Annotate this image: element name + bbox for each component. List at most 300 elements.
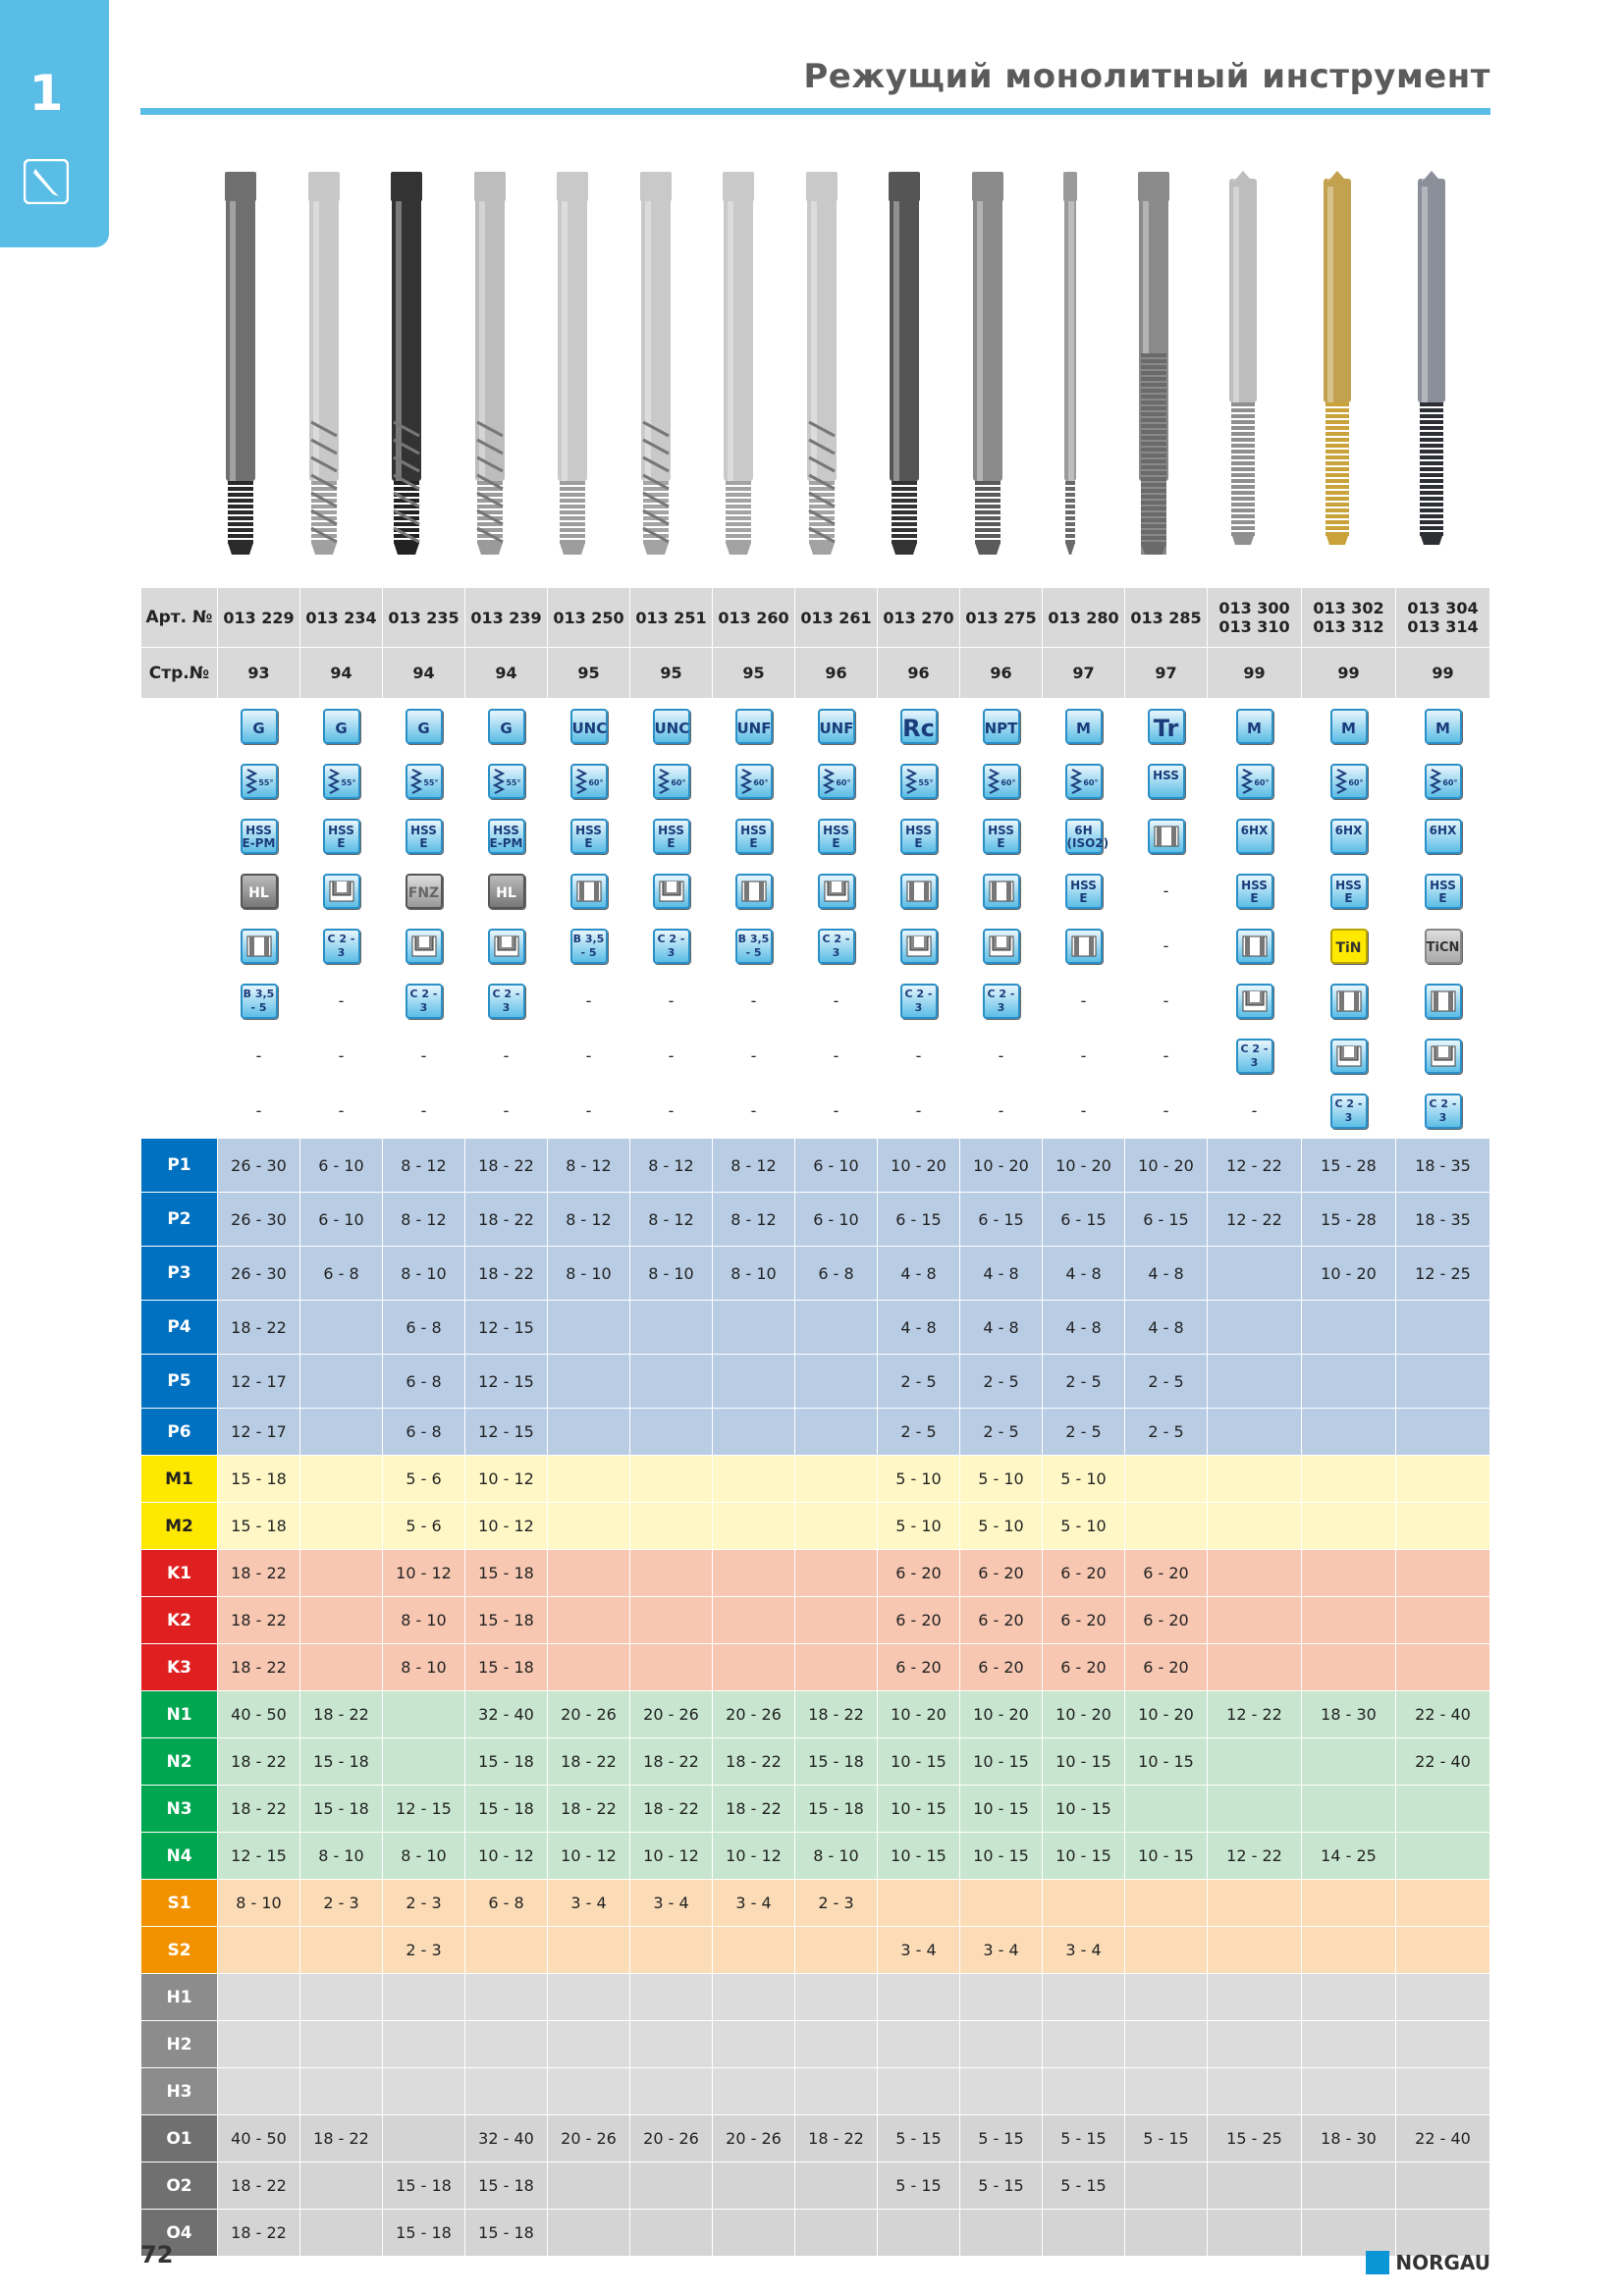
spec-icon-cell [465,809,548,864]
cutting-speed-cell: 18 - 30 [1302,2115,1396,2163]
article-number-cell [548,588,630,648]
material-code: K3 [141,1644,218,1691]
cutting-speed-cell: 18 - 22 [218,1738,300,1786]
cutting-speed-cell [1043,1880,1125,1927]
cutting-speed-cell [1125,1456,1208,1503]
article-number-cell [878,588,960,648]
thread-profile-icon [653,764,690,799]
none-dash: - [668,991,675,1010]
cutting-speed-cell [383,1738,465,1786]
cutting-speed-cell: 32 - 40 [465,2115,548,2163]
cutting-speed-cell [300,2068,383,2115]
cutting-speed-cell: 12 - 17 [218,1409,300,1456]
thread-type-icon: UNC [653,709,690,744]
tap-photo [723,172,754,555]
tap-photo [391,172,422,555]
angle-label: 60° [836,777,851,787]
article-number-cell [630,588,713,648]
none-dash: - [1080,1046,1087,1065]
coating-icon: HL [241,874,278,909]
material-code: N3 [141,1786,218,1833]
cutting-speed-cell: 3 - 4 [1043,1927,1125,1974]
cutting-speed-cell: 20 - 26 [548,2115,630,2163]
cutting-speed-cell: 15 - 25 [1208,2115,1302,2163]
cutting-speed-cell: 8 - 12 [630,1139,713,1193]
spec-icon-row [141,864,1490,919]
spec-icon-cell [383,974,465,1029]
spec-icon-cell [960,754,1043,809]
article-number-cell [1043,588,1125,648]
empty-label-cell [141,919,218,974]
material-row [141,1927,1490,1974]
tap-photo [972,172,1003,555]
article-number-cell [1208,588,1302,648]
cutting-speed-cell [1302,1550,1396,1597]
article-row [141,588,1490,648]
cutting-speed-cell [630,2163,713,2210]
spec-icon-cell [878,974,960,1029]
cutting-speed-cell [1396,1456,1490,1503]
cutting-speed-cell: 5 - 10 [960,1456,1043,1503]
spec-icon-cell [465,1029,548,1084]
cutting-speed-cell [630,1550,713,1597]
cutting-speed-cell [300,2163,383,2210]
thread-profile-icon [1330,764,1368,799]
none-dash: - [1163,1101,1169,1120]
none-dash: - [255,1046,262,1065]
none-dash: - [668,1101,675,1120]
cutting-speed-cell [1302,1644,1396,1691]
material-code: N2 [141,1738,218,1786]
cutting-speed-cell [1396,1927,1490,1974]
cutting-speed-cell: 40 - 50 [218,2115,300,2163]
cutting-speed-cell [300,2210,383,2257]
spec-icon-cell [713,974,795,1029]
empty-label-cell [141,809,218,864]
none-dash: - [1163,936,1169,955]
article-number-alt: 013 310 [1218,617,1290,636]
cutting-speed-cell: 3 - 4 [630,1880,713,1927]
none-dash: - [1251,1101,1258,1120]
through-hole-icon [735,874,773,909]
chamfer-icon: B 3,5 - 5 [735,929,773,964]
spec-icon-row [141,754,1490,809]
article-number: 013 304 [1407,599,1479,617]
cutting-speed-cell [1302,1503,1396,1550]
cutting-speed-cell [713,2163,795,2210]
cutting-speed-cell: 15 - 18 [465,2163,548,2210]
coating-icon: TiN [1330,929,1368,964]
material-code: S2 [141,1927,218,1974]
material-row [141,2021,1490,2068]
cutting-speed-cell: 18 - 22 [300,2115,383,2163]
chamfer-icon: B 3,5 - 5 [241,984,278,1019]
tap-photo [225,172,256,555]
cutting-speed-cell: 2 - 5 [878,1355,960,1409]
material-icon: HSS E [900,819,938,854]
through-hole-icon [241,929,278,964]
material-code: P1 [141,1139,218,1193]
none-dash: - [420,1101,427,1120]
cutting-speed-cell [1208,1786,1302,1833]
cutting-speed-cell: 8 - 12 [383,1193,465,1247]
material-row [141,1880,1490,1927]
material-icon: HSS E [818,819,855,854]
cutting-speed-cell [548,1409,630,1456]
thread-profile-icon [983,764,1020,799]
spec-icon-cell [1043,754,1125,809]
spec-icon-cell [960,864,1043,919]
cutting-speed-cell [713,1503,795,1550]
material-row [141,1247,1490,1301]
cutting-speed-cell [1396,1974,1490,2021]
cutting-speed-cell [1125,2068,1208,2115]
article-number: 013 234 [305,608,377,627]
angle-label: 60° [1442,777,1458,787]
none-dash: - [833,1046,839,1065]
spec-icon-cell [1396,699,1490,754]
catalog-page-cell: 97 [1125,648,1208,699]
none-dash: - [585,991,592,1010]
cutting-speed-cell: 22 - 40 [1396,1738,1490,1786]
cutting-speed-cell: 12 - 22 [1208,1139,1302,1193]
cutting-speed-cell [713,2021,795,2068]
through-hole-icon [1236,929,1273,964]
spec-icon-cell [960,974,1043,1029]
cutting-speed-cell [1043,2210,1125,2257]
spec-icon-cell [1043,864,1125,919]
cutting-speed-cell: 10 - 15 [878,1786,960,1833]
material-code: P6 [141,1409,218,1456]
cutting-speed-cell [1208,2068,1302,2115]
article-number-cell [795,588,878,648]
cutting-speed-cell: 12 - 15 [383,1786,465,1833]
cutting-speed-cell: 5 - 10 [1043,1503,1125,1550]
spec-icon-cell [1302,699,1396,754]
cutting-speed-cell: 18 - 22 [465,1247,548,1301]
spec-icon-cell [1043,974,1125,1029]
thread-profile-icon [323,764,360,799]
cutting-speed-cell [878,1974,960,2021]
blind-hole-icon [900,929,938,964]
cutting-speed-cell [300,1644,383,1691]
through-hole-icon [1330,984,1368,1019]
cutting-speed-cell [1208,1456,1302,1503]
cutting-speed-cell [1208,1247,1302,1301]
article-number: 013 302 [1313,599,1384,617]
article-number: 013 275 [965,608,1037,627]
spec-icon-cell [383,864,465,919]
spec-icon-cell [1208,754,1302,809]
none-dash: - [1163,881,1169,900]
none-dash: - [998,1046,1004,1065]
article-number: 013 280 [1048,608,1119,627]
thread-type-icon: M [1065,709,1103,744]
cutting-speed-cell: 5 - 15 [1125,2115,1208,2163]
cutting-speed-cell: 6 - 8 [795,1247,878,1301]
spec-icon-cell [630,864,713,919]
cutting-speed-cell [1208,1597,1302,1644]
material-code: O1 [141,2115,218,2163]
material-code: P4 [141,1301,218,1355]
cutting-speed-cell: 20 - 26 [713,2115,795,2163]
cutting-speed-cell: 10 - 20 [1043,1691,1125,1738]
cutting-speed-cell [795,1550,878,1597]
cutting-speed-cell: 2 - 5 [878,1409,960,1456]
cutting-speed-cell: 6 - 15 [878,1193,960,1247]
cutting-speed-cell: 18 - 22 [630,1786,713,1833]
empty-label-cell [141,864,218,919]
cutting-speed-cell: 2 - 5 [1125,1355,1208,1409]
material-icon: HSS [1148,764,1185,799]
cutting-speed-cell: 8 - 10 [713,1247,795,1301]
cutting-speed-cell [1208,1550,1302,1597]
thread-profile-icon [570,764,608,799]
cutting-speed-cell [300,1409,383,1456]
cutting-speed-cell: 6 - 8 [383,1409,465,1456]
cutting-speed-cell: 10 - 12 [548,1833,630,1880]
spec-icon-row [141,974,1490,1029]
none-dash: - [338,1101,345,1120]
cutting-speed-cell [1208,1301,1302,1355]
cutting-speed-cell [1396,1833,1490,1880]
spec-icon-cell [218,754,300,809]
none-dash: - [668,1046,675,1065]
none-dash: - [1163,991,1169,1010]
cutting-speed-cell [383,1691,465,1738]
cutting-speed-cell: 40 - 50 [218,1691,300,1738]
cutting-speed-cell [1302,1786,1396,1833]
material-row [141,1503,1490,1550]
cutting-speed-cell [713,1409,795,1456]
page-label: Стр.№ [141,648,218,699]
cutting-speed-cell [1396,1355,1490,1409]
spec-icon-cell [1396,1029,1490,1084]
spec-icon-cell [300,974,383,1029]
material-code: O4 [141,2210,218,2257]
angle-label: 55° [341,777,356,787]
material-code: H1 [141,1974,218,2021]
cutting-speed-cell: 15 - 18 [218,1503,300,1550]
cutting-speed-cell [1302,1974,1396,2021]
cutting-speed-cell [300,1503,383,1550]
cutting-speed-cell: 15 - 18 [383,2210,465,2257]
catalog-page-cell: 95 [713,648,795,699]
cutting-speed-cell [1208,1409,1302,1456]
spec-icon-cell [1208,974,1302,1029]
spec-icon-cell [1208,1029,1302,1084]
spec-icon-cell [465,974,548,1029]
none-dash: - [1080,991,1087,1010]
cutting-speed-cell: 2 - 3 [795,1880,878,1927]
cutting-speed-cell [465,1974,548,2021]
cutting-speed-cell [300,1355,383,1409]
spec-icon-cell [465,1084,548,1139]
material-icon: HSS E [1236,874,1273,909]
cutting-speed-cell: 6 - 20 [960,1597,1043,1644]
cutting-speed-cell [1302,1880,1396,1927]
cutting-speed-cell [795,1503,878,1550]
cutting-speed-cell [1125,2163,1208,2210]
catalog-page-cell: 99 [1302,648,1396,699]
article-number: 013 235 [388,608,460,627]
cutting-speed-cell [630,1301,713,1355]
material-row [141,2115,1490,2163]
material-icon: HSS E [323,819,360,854]
brand-name: NORGAU [1395,2251,1490,2274]
spec-icon-cell [1208,699,1302,754]
cutting-speed-cell: 10 - 20 [1302,1247,1396,1301]
blind-hole-icon [983,929,1020,964]
spec-icon-cell [300,809,383,864]
cutting-speed-cell: 10 - 15 [878,1738,960,1786]
cutting-speed-cell: 18 - 22 [713,1738,795,1786]
cutting-speed-cell: 18 - 22 [218,2163,300,2210]
none-dash: - [915,1101,922,1120]
spec-icon-cell [795,974,878,1029]
spec-icon-cell [878,1029,960,1084]
cutting-speed-cell: 5 - 15 [878,2163,960,2210]
cutting-speed-cell [1396,1503,1490,1550]
spec-icon-cell [548,809,630,864]
spec-icon-cell [218,974,300,1029]
cutting-speed-cell [630,2210,713,2257]
thread-type-icon: Tr [1148,709,1185,744]
cutting-speed-cell: 8 - 10 [383,1247,465,1301]
tap-photo [1229,171,1257,545]
material-row [141,2068,1490,2115]
cutting-speed-cell [1396,2021,1490,2068]
cutting-speed-cell [548,2163,630,2210]
none-dash: - [750,1046,757,1065]
spec-icon-cell [383,699,465,754]
catalog-page-cell: 95 [548,648,630,699]
catalog-page-cell: 96 [878,648,960,699]
cutting-speed-cell: 5 - 15 [960,2163,1043,2210]
through-hole-icon [1148,819,1185,854]
cutting-speed-cell [548,2021,630,2068]
angle-label: 55° [918,777,934,787]
cutting-speed-cell [383,2115,465,2163]
spec-icon-cell [878,1084,960,1139]
cutting-speed-cell [1208,1927,1302,1974]
spec-icon-cell [1125,1084,1208,1139]
cutting-speed-cell: 2 - 5 [1125,1409,1208,1456]
cutting-speed-cell [1302,1597,1396,1644]
cutting-speed-cell: 6 - 20 [1125,1644,1208,1691]
cutting-speed-cell [548,1644,630,1691]
chapter-tab [0,0,109,247]
empty-label-cell [141,1084,218,1139]
cutting-speed-cell [300,1927,383,1974]
cutting-speed-cell: 6 - 15 [1125,1193,1208,1247]
cutting-speed-cell [1043,2068,1125,2115]
cutting-speed-cell [548,1355,630,1409]
spec-icon-cell [1208,919,1302,974]
article-number: 013 261 [800,608,872,627]
cutting-speed-cell [548,1974,630,2021]
cutting-speed-cell [465,2068,548,2115]
cutting-speed-cell [878,2068,960,2115]
cutting-speed-cell [630,1927,713,1974]
cutting-speed-cell: 12 - 15 [465,1355,548,1409]
cutting-speed-cell: 10 - 20 [1125,1691,1208,1738]
cutting-speed-cell [795,2068,878,2115]
cutting-speed-cell: 10 - 15 [960,1833,1043,1880]
cutting-speed-cell: 4 - 8 [1125,1301,1208,1355]
cutting-speed-cell: 10 - 20 [878,1691,960,1738]
cutting-speed-cell [1302,1355,1396,1409]
none-dash: - [998,1101,1004,1120]
cutting-speed-cell [878,1880,960,1927]
material-row [141,1193,1490,1247]
cutting-speed-cell [1396,1786,1490,1833]
cutting-speed-cell: 22 - 40 [1396,1691,1490,1738]
spec-icon-cell [630,809,713,864]
material-icon: 6H (ISO2) [1065,819,1103,854]
spec-icon-cell [218,1029,300,1084]
cutting-speed-cell [1302,2163,1396,2210]
angle-label: 55° [423,777,439,787]
angle-label: 55° [506,777,521,787]
through-hole-icon [983,874,1020,909]
cutting-speed-cell [300,1456,383,1503]
cutting-speed-cell: 15 - 28 [1302,1193,1396,1247]
cutting-speed-cell: 15 - 18 [300,1786,383,1833]
article-number: 013 251 [635,608,707,627]
cutting-speed-cell: 18 - 22 [218,1550,300,1597]
spec-icon-cell [1125,1029,1208,1084]
cutting-speed-cell [300,1597,383,1644]
cutting-speed-cell [548,1927,630,1974]
thread-type-icon: G [241,709,278,744]
angle-label: 60° [1001,777,1016,787]
material-icon: HSS E-PM [488,819,525,854]
cutting-speed-cell: 10 - 15 [1125,1738,1208,1786]
material-code: N1 [141,1691,218,1738]
blind-hole-icon [406,929,443,964]
spec-icon-cell [878,754,960,809]
cutting-speed-cell [1302,1409,1396,1456]
spec-icon-cell [1208,809,1302,864]
cutting-speed-cell [1125,1974,1208,2021]
spec-icon-cell [1302,754,1396,809]
cutting-speed-cell [960,1880,1043,1927]
cutting-speed-cell [1208,1355,1302,1409]
empty-label-cell [141,754,218,809]
angle-label: 60° [671,777,686,787]
cutting-speed-cell [960,2068,1043,2115]
spec-icon-cell [383,809,465,864]
spec-icon-cell [1125,974,1208,1029]
spec-icon-cell [1043,919,1125,974]
cutting-speed-cell: 5 - 15 [960,2115,1043,2163]
blind-hole-icon [323,874,360,909]
cutting-speed-cell [713,1597,795,1644]
thread-type-icon: M [1236,709,1273,744]
article-number: 013 229 [223,608,295,627]
cutting-speed-cell: 10 - 12 [630,1833,713,1880]
spec-icon-cell [960,809,1043,864]
cutting-speed-cell [1208,2163,1302,2210]
cutting-speed-cell [1396,1550,1490,1597]
material-code: H3 [141,2068,218,2115]
spec-icon-cell [795,1029,878,1084]
cutting-speed-cell [1125,1880,1208,1927]
chamfer-icon: C 2 - 3 [653,929,690,964]
tap-photo [557,172,588,555]
brand-square-icon [1366,2251,1389,2274]
